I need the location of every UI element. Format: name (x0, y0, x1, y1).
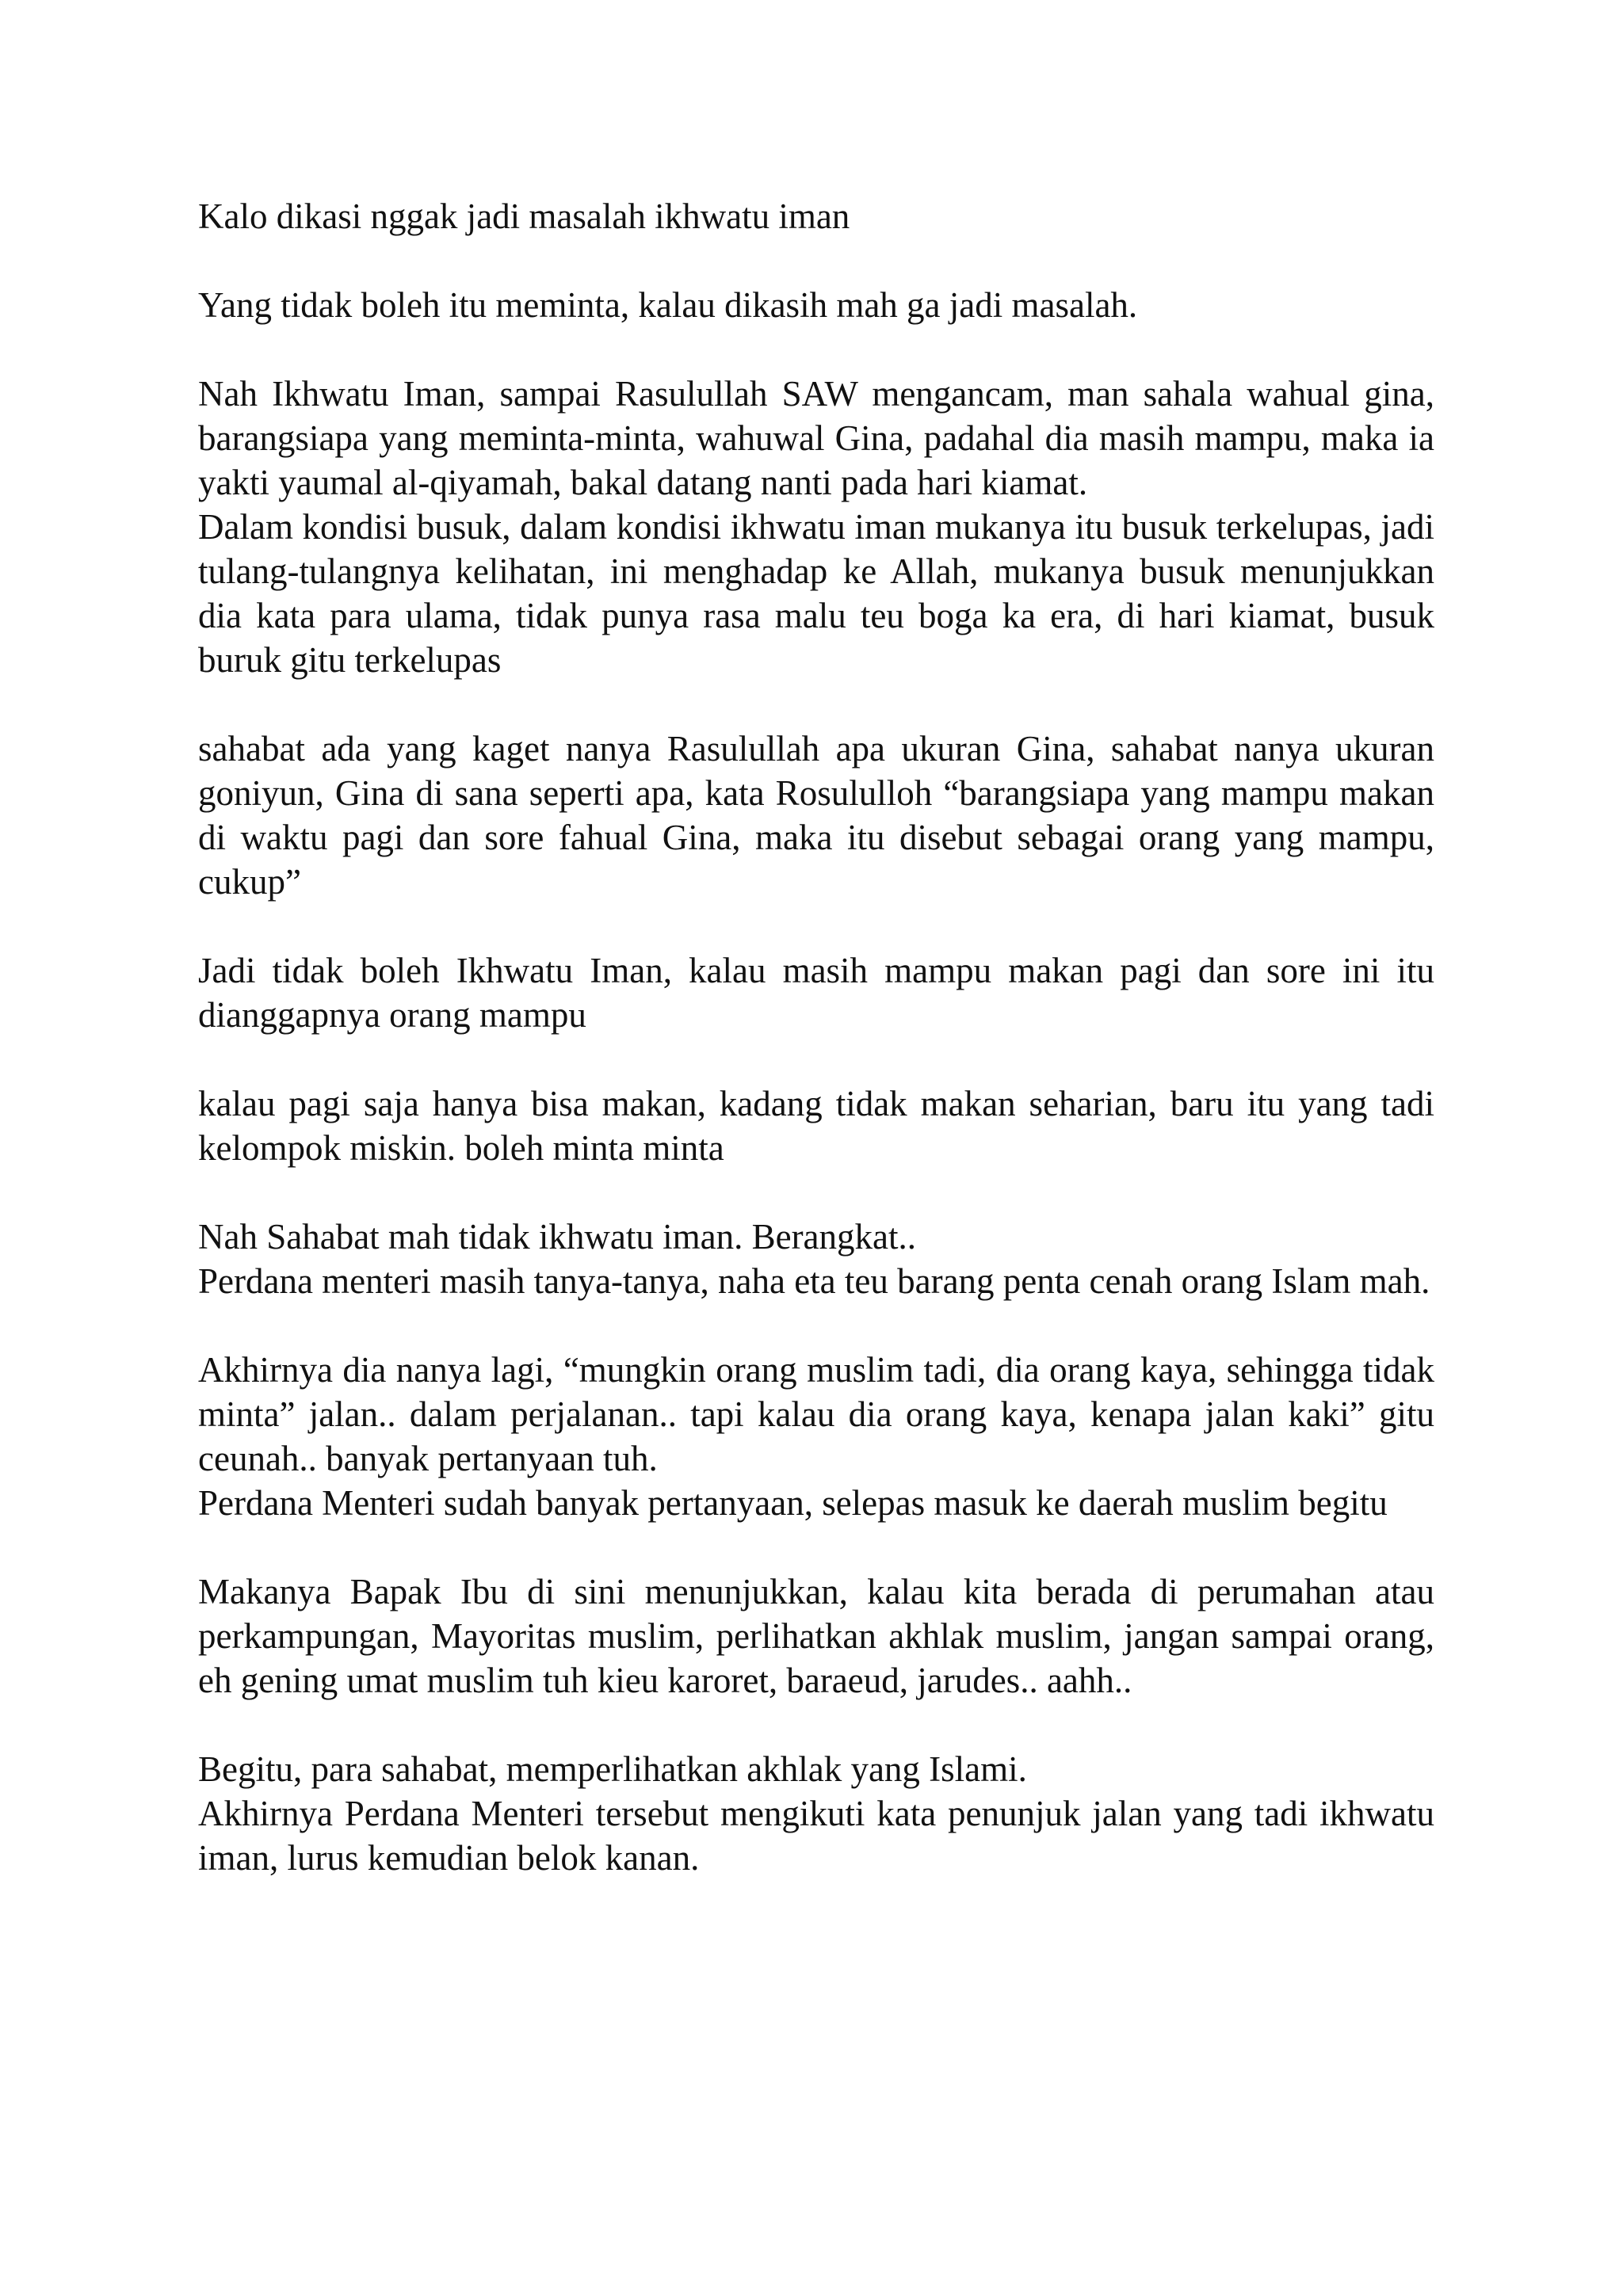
paragraph-6: Jadi tidak boleh Ikhwatu Iman, kalau masih mampu makan pagi dan sore ini itu dianggapnya orang mampu (198, 951, 1434, 1035)
paragraph-8: Nah Sahabat mah tidak ikhwatu iman. Berangkat.. (198, 1217, 916, 1257)
paragraph-4: Dalam kondisi busuk, dalam kondisi ikhwatu iman mukanya itu busuk terkelupas, jadi tulang-tulangnya kelihatan, ini menghadap ke Allah, mukanya busuk menunjukkan dia kata para ulama, tidak punya rasa malu teu boga ka era, di hari kiamat, busuk buruk gitu terkelupas (198, 507, 1434, 680)
paragraph-10: Akhirnya dia nanya lagi, “mungkin orang muslim tadi, dia orang kaya, sehingga tidak minta” jalan.. dalam perjalanan.. tapi kalau dia orang kaya, kenapa jalan kaki” gitu ceunah.. banyak pertanyaan tuh. (198, 1350, 1434, 1478)
paragraph-1: Kalo dikasi nggak jadi masalah ikhwatu iman (198, 196, 850, 236)
paragraph-11: Perdana Menteri sudah banyak pertanyaan, selepas masuk ke daerah muslim begitu (198, 1483, 1388, 1523)
paragraph-12: Makanya Bapak Ibu di sini menunjukkan, kalau kita berada di perumahan atau perkampungan, Mayoritas muslim, perlihatkan akhlak muslim, jangan sampai orang, eh gening umat muslim tuh kieu karoret, baraeud, jarudes.. aahh.. (198, 1572, 1434, 1700)
paragraph-5: sahabat ada yang kaget nanya Rasulullah apa ukuran Gina, sahabat nanya ukuran goniyun, Gina di sana seperti apa, kata Rosululloh “barangsiapa yang mampu makan di waktu pagi dan sore fahual Gina, maka itu disebut sebagai orang yang mampu, cukup” (198, 729, 1434, 902)
paragraph-3: Nah Ikhwatu Iman, sampai Rasulullah SAW mengancam, man sahala wahual gina, barangsiapa yang meminta-minta, wahuwal Gina, padahal dia masih mampu, maka ia yakti yaumal al-qiyamah, bakal datang nanti pada hari kiamat. (198, 374, 1434, 502)
paragraph-7: kalau pagi saja hanya bisa makan, kadang tidak makan seharian, baru itu yang tadi kelompok miskin. boleh minta minta (198, 1084, 1434, 1168)
paragraph-9: Perdana menteri masih tanya-tanya, naha eta teu barang penta cenah orang Islam mah. (198, 1261, 1430, 1301)
paragraph-2: Yang tidak boleh itu meminta, kalau dikasih mah ga jadi masalah. (198, 285, 1138, 325)
paragraph-14: Akhirnya Perdana Menteri tersebut mengikuti kata penunjuk jalan yang tadi ikhwatu iman, lurus kemudian belok kanan. (198, 1794, 1434, 1878)
paragraph-13: Begitu, para sahabat, memperlihatkan akhlak yang Islami. (198, 1749, 1027, 1789)
document-body (198, 194, 1434, 1924)
